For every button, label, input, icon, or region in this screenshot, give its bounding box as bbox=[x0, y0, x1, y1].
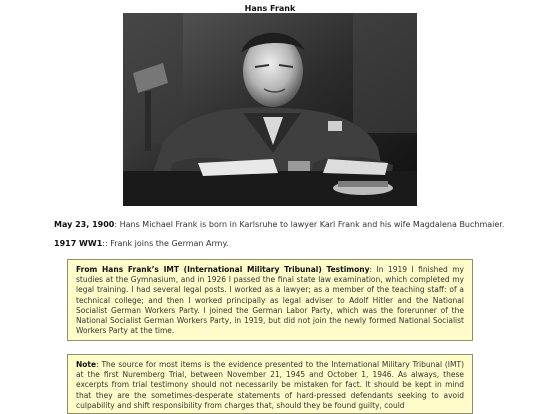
testimony-text: : In 1919 I finished my studies at the Gymnasium, and in 1926 I passed the final state law examination, which completed my legal training. I had several legal posts. I worked as a lawyer; as a member of the teaching staff: of a technical college; and then I worked principally as legal adviser to Adolf Hitler and the National Socialist German Workers Party. I joined the German Labor Party, which was the forerunner of the National Socialist German Workers Party, in 1919, but did not join the newly formed National Socialist Workers Party at the time. bbox=[76, 265, 464, 336]
timeline-text: Frank joins the German Army. bbox=[110, 239, 229, 248]
portrait-photo bbox=[123, 13, 417, 206]
testimony-box bbox=[67, 259, 473, 341]
timeline-entry bbox=[54, 219, 504, 230]
page-title: Hans Frank bbox=[244, 4, 296, 13]
testimony-heading: From Hans Frank’s IMT (International Military Tribunal) Testimony bbox=[76, 265, 370, 274]
timeline-separator: :: bbox=[102, 239, 111, 248]
timeline-date: 1917 WW1 bbox=[54, 239, 103, 248]
note-box bbox=[67, 354, 473, 414]
timeline-entry bbox=[54, 238, 229, 249]
portrait-illustration bbox=[123, 13, 417, 206]
note-text: : The source for most items is the evidence presented to the International Military Tribunal (IMT) at the first Nuremberg Trial, between November 21, 1945 and October 1, 1946. As always, these excerpts from trial testimony should not necessarily be mistaken for fact. It should be kept in mind that they are the sometimes-desperate statements of hard-pressed defendants seeking to avoid culpability and shift responsibility from charges that, should they be found guilty, could bbox=[76, 360, 464, 410]
note-heading: Note bbox=[76, 360, 97, 369]
timeline-text: Hans Michael Frank is born in Karlsruhe to lawyer Karl Frank and his wife Magdalena Buchmaier. bbox=[119, 220, 505, 229]
timeline-date: May 23, 1900 bbox=[54, 220, 115, 229]
timeline-separator: : bbox=[114, 220, 120, 229]
